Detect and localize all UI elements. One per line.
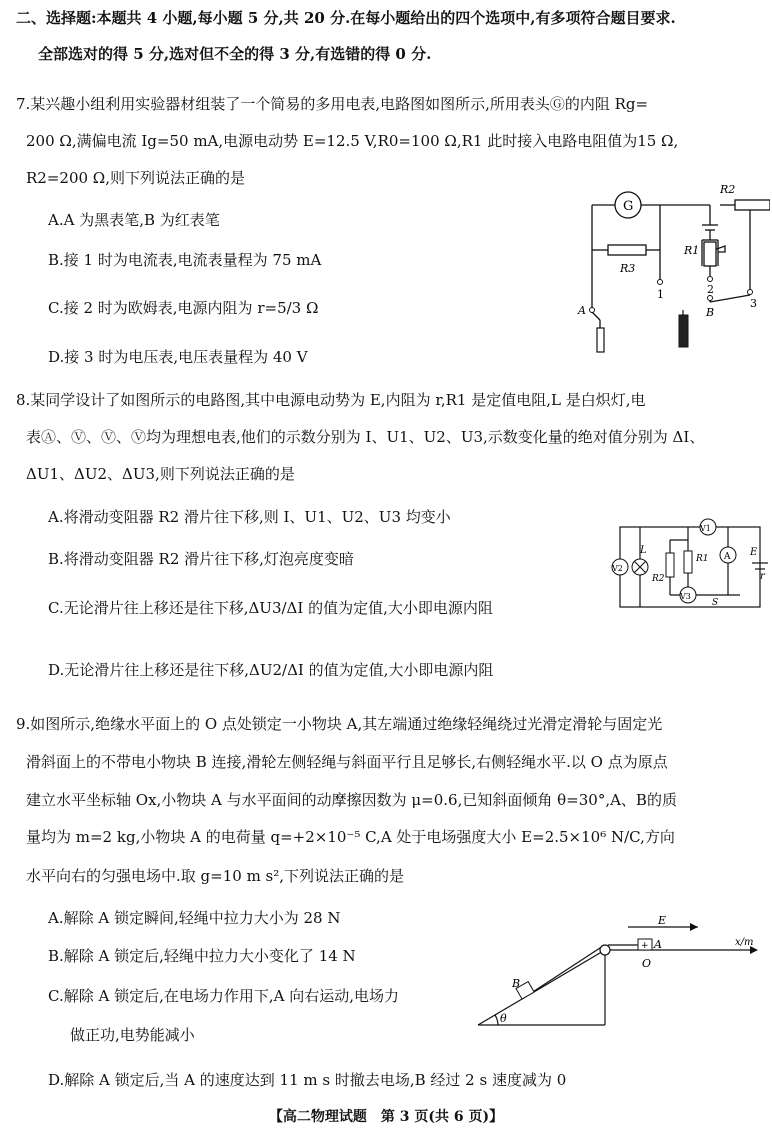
label-o: O xyxy=(642,957,652,970)
q7-circuit-diagram xyxy=(570,180,770,360)
page-footer: 【高二物理试题 第 3 页(共 6 页)】 xyxy=(268,1109,504,1125)
section-title: 二、选择题:本题共 4 小题,每小题 5 分,共 20 分.在每小题给出的四个选项中,有多项符合题目要求. xyxy=(16,9,676,27)
label-r: r xyxy=(760,571,765,582)
label-theta: θ xyxy=(500,1012,507,1025)
label-g: G xyxy=(623,199,634,214)
q9-stem-1: 9.如图所示,绝缘水平面上的 O 点处锁定一小物块 A,其左端通过绝缘轻绳绕过光滑定滑轮与固定光 xyxy=(16,715,663,733)
probe-a-icon xyxy=(597,328,604,352)
q7-stem-3: R2=200 Ω,则下列说法正确的是 xyxy=(26,169,246,187)
rheostat-r2-icon xyxy=(666,553,674,577)
q9-incline-diagram xyxy=(470,915,765,1030)
label-v1: V1 xyxy=(700,524,711,533)
q8-option-d: D.无论滑片往上移还是往下移,ΔU2/ΔI 的值为定值,大小即电源内阻 xyxy=(48,661,494,679)
label-e: E xyxy=(658,915,667,927)
q9-option-a: A.解除 A 锁定瞬间,轻绳中拉力大小为 28 N xyxy=(48,909,341,927)
label-b: B xyxy=(706,306,715,319)
q8-option-a: A.将滑动变阻器 R2 滑片往下移,则 I、U1、U2、U3 均变小 xyxy=(48,508,451,526)
label-v2: V2 xyxy=(612,564,623,573)
q7-option-c: C.接 2 时为欧姆表,电源内阻为 r=5/3 Ω xyxy=(48,299,319,317)
plus-sign: + xyxy=(641,941,649,951)
q9-option-d: D.解除 A 锁定后,当 A 的速度达到 11 m s 时撤去电场,B 经过 2 s 速度减为 0 xyxy=(48,1071,567,1089)
q8-option-c: C.无论滑片往上移还是往下移,ΔU3/ΔI 的值为定值,大小即电源内阻 xyxy=(48,599,493,617)
label-e: E xyxy=(750,547,758,558)
probe-b-icon xyxy=(679,315,688,347)
q8-stem-1: 8.某同学设计了如图所示的电路图,其中电源电动势为 E,内阻为 r,R1 是定值电阻,L 是白炽灯,电 xyxy=(16,391,646,409)
label-a: A xyxy=(724,552,731,562)
q8-stem-3: ΔU1、ΔU2、ΔU3,则下列说法正确的是 xyxy=(26,465,295,483)
q7-option-a: A.A 为黑表笔,B 为红表笔 xyxy=(48,211,220,229)
label-r1: R1 xyxy=(684,244,700,257)
q7-stem-1: 7.某兴趣小组利用实验器材组装了一个简易的多用电表,电路图如图所示,所用表头Ⓖ的内阻 Rg= xyxy=(16,95,649,113)
q9-stem-5: 水平向右的匀强电场中.取 g=10 m s²,下列说法正确的是 xyxy=(26,867,405,885)
q7-option-d: D.接 3 时为电压表,电压表量程为 40 V xyxy=(48,348,308,366)
q7-option-b: B.接 1 时为电流表,电流表量程为 75 mA xyxy=(48,251,322,269)
label-b: B xyxy=(512,977,521,990)
q9-option-c-cont: 做正功,电势能减小 xyxy=(70,1026,195,1044)
label-r1: R1 xyxy=(696,554,709,564)
resistor-r1-icon xyxy=(684,551,692,573)
resistor-r1-icon xyxy=(704,242,716,266)
q8-stem-2: 表Ⓐ、Ⓥ、Ⓥ、Ⓥ均为理想电表,他们的示数分别为 I、U1、U2、U3,示数变化量的绝对值分别为 ΔI、 xyxy=(26,428,705,446)
q8-circuit-diagram xyxy=(600,515,770,615)
q9-option-c: C.解除 A 锁定后,在电场力作用下,A 向右运动,电场力 xyxy=(48,987,399,1005)
label-l: L xyxy=(640,545,647,556)
label-r3: R3 xyxy=(620,262,636,275)
resistor-r3-icon xyxy=(608,245,646,255)
label-a: A xyxy=(578,304,586,317)
label-a: A xyxy=(654,938,662,951)
label-v3: V3 xyxy=(680,592,691,601)
label-r2: R2 xyxy=(652,574,665,584)
label-terminal-2: 2 xyxy=(707,283,714,296)
q9-option-b: B.解除 A 锁定后,轻绳中拉力大小变化了 14 N xyxy=(48,947,356,965)
q8-option-b: B.将滑动变阻器 R2 滑片往下移,灯泡亮度变暗 xyxy=(48,550,354,568)
label-x: x/m xyxy=(735,937,754,948)
q9-stem-2: 滑斜面上的不带电小物块 B 连接,滑轮左侧轻绳与斜面平行且足够长,右侧轻绳水平.以 O 点为原点 xyxy=(26,753,668,771)
q7-stem-2: 200 Ω,满偏电流 Ig=50 mA,电源电动势 E=12.5 V,R0=100 Ω,R1 此时接入电路电阻值为15 Ω, xyxy=(26,132,679,150)
q9-stem-4: 量均为 m=2 kg,小物块 A 的电荷量 q=+2×10⁻⁵ C,A 处于电场强度大小 E=2.5×10⁶ N/C,方向 xyxy=(26,828,675,846)
resistor-r2-icon xyxy=(735,200,770,210)
label-terminal-3: 3 xyxy=(750,297,757,310)
label-terminal-1: 1 xyxy=(657,288,664,301)
label-s: S xyxy=(712,598,719,608)
q9-stem-3: 建立水平坐标轴 Ox,小物块 A 与水平面间的动摩擦因数为 μ=0.6,已知斜面倾角 θ=30°,A、B的质 xyxy=(26,791,677,809)
label-r2: R2 xyxy=(720,183,736,196)
section-scoring: 全部选对的得 5 分,选对但不全的得 3 分,有选错的得 0 分. xyxy=(38,45,432,63)
pulley-icon xyxy=(600,945,610,955)
